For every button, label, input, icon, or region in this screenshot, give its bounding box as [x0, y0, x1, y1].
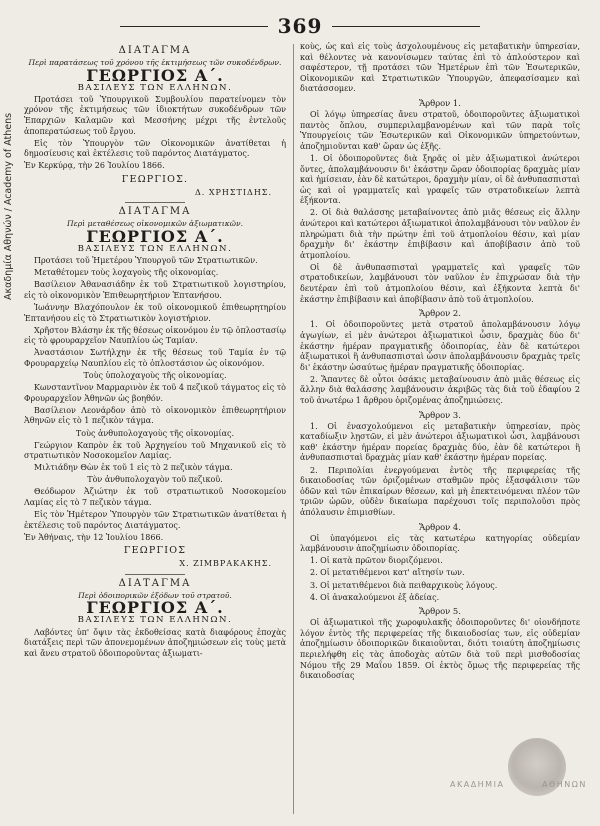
decree1-minister: Δ. ΧΡΗΣΤΙΔΗΣ.: [194, 187, 272, 197]
article-4-paragraph: Οἱ ὑπαγόμενοι εἰς τὰς κατωτέρω κατηγορίας οὐδεμίαν λαμβάνουσιν ἀποζημίωσιν ὁδοιπορίας.: [300, 533, 580, 554]
article-5-paragraph: Οἱ ἀξιωματικοὶ τῆς χωροφυλακῆς ὁδοιποροῦντες δι' οἱονδήποτε λόγον ἐντὸς τῆς περιφερείας τῆς δικαιοδοσίας των, εἰς οὐδεμίαν ἀποζημίωσιν ὁδοιπορικῶν δικαιοῦνται, διότι τοιαύτη ἀποζημίωσις περιελήφθη εἰς τὰς ἀποδοχὰς αὐτῶν διὰ τοῦ περὶ μισθοδοσίας Νόμου τῆς 29 Μαΐου 1859. Οἱ ἐκτὸς ὅμως τῆς περιφερείας τῆς δικαιοδοσίας: [300, 618, 580, 681]
article-4-title: Ἄρθρον 4.: [419, 521, 461, 532]
page-number: 369: [277, 14, 323, 38]
decree2-date: Ἐν Ἀθήναις, τὴν 12 Ἰουλίου 1866.: [24, 532, 164, 542]
decree1-date: Ἐν Κερκύρᾳ, τὴν 26 Ἰουλίου 1866.: [24, 161, 165, 171]
article-5-title: Ἄρθρον 5.: [419, 606, 461, 617]
article-3-paragraph: 1. Οἱ ἐνασχολούμενοι εἰς μεταβατικὴν ὑπηρεσίαν, πρὸς καταδίωξιν λῃστῶν, εἰ μὲν ἀνώτεροι ἀξιωματικοὶ ὦσι, λαμβάνουσι καθ' ἑκάστην ἡμέραν πορείας δραχμὰς δύο, ἐὰν δὲ κατώτεροι ἢ ἀνθυπασπισταὶ δραχμὰς μίαν καθ' ἑκάστην ἡμέραν πορείας.: [300, 421, 580, 463]
decree3-intro: Λαβόντες ὑπ' ὄψιν τὰς ἐκδοθείσας κατὰ διαφόρους ἐποχὰς διατάξεις περὶ τῶν ἀπονεμομένων ἀποζημιώσεων εἰς τοὺς μετὰ καὶ ἄνευ στρατοῦ ὁδοιποροῦντας ἀξιωματι-: [24, 627, 286, 658]
article-1-paragraph: Οἱ δὲ ἀνθυπασπισταὶ γραμματεῖς καὶ γραφεῖς τῶν στρατοδικείων, λαμβάνουσι τὸν ναῦλον ἐν ἐπιχρώσαν διὰ τὴν δευτέραν ἐπὶ τοῦ ἀτμοπλοίου θέσιν, καὶ ἑξήκοντα λεπτὰ δι' ἑκάστην ἐπιβίβασιν καὶ ἀποβίβασιν ἀπὸ τοῦ ἀτμοπλοίου.: [300, 262, 580, 304]
article-4-item: 3. Οἱ μετατιθέμενοι διὰ πειθαρχικοὺς λόγους.: [310, 580, 498, 590]
header-rule-right: [332, 26, 480, 27]
page-header: [110, 14, 490, 38]
article-1-paragraph: 2. Οἱ διὰ θαλάσσης μεταβαίνοντες ἀπὸ μιᾶς θέσεως εἰς ἄλλην ἀνώτεροι καὶ κατώτεροι ἀξιωματικοὶ ἀπολαμβάνουσι τὸν ναῦλον ἐν πληρώματι διὰ τὴν πρώτην ἐπὶ τοῦ ἀτμοπλοίου θέσιν, καὶ μίαν δραχμὴν δι' ἑκάστην ἐπιβίβασιν καὶ ἀποβίβασιν ἀπὸ τοῦ ἀτμοπλοίου.: [300, 208, 580, 260]
article-4-item: 1. Οἱ κατὰ πρῶτον διοριζόμενοι.: [310, 556, 443, 566]
decree1-signature: ΓΕΩΡΓΙΟΣ.: [121, 174, 189, 186]
decree2-line: Βασίλειον Ἀθανασιάδην ἐκ τοῦ Στρατιωτικοῦ λογιστηρίου, εἰς τὸ οἰκονομικὸν Ἐπιθεωρητήριον Ἑπτανήσου.: [24, 280, 286, 300]
decree3-title: ΔΙΑΤΑΓΜΑ: [118, 577, 192, 589]
article-2-paragraph: 2. Ἅπαντες δὲ οὗτοι ὁσάκις μεταβαίνουσιν ἀπὸ μιᾶς θέσεως εἰς ἄλλην διὰ θαλάσσης λαμβάνουσιν ἀκριβῶς τὰς διὰ τοῦ ἐδαφίου 2 τοῦ ἀνωτέρω 1 ἄρθρου ὁριζομένας ἀποζημιώσεις.: [300, 374, 580, 405]
continuation-text: κοὺς, ὡς καὶ εἰς τοὺς ἀσχολουμένους εἰς μεταβατικὴν ὑπηρεσίαν, καὶ θέλοντες νὰ κανονίσωμεν ταύτας ἐπὶ τὸ ἁπλούστερον καὶ σαφέστερον, τῇ προτάσει τῶν Ἡμετέρων ἐπὶ τῶν Ἐσωτερικῶν, Οἰκονομικῶν καὶ Στρατιωτικῶν Ὑπουργῶν, ἀπεφασίσαμεν καὶ διατάσσομεν.: [300, 42, 580, 94]
decree1-king: ΓΕΩΡΓΙΟΣ Α΄.: [86, 65, 224, 85]
header-rule-left: [120, 26, 268, 27]
article-1-paragraph: Οἱ λόγῳ ὑπηρεσίας ἄνευ στρατοῦ, ὁδοιποροῦντες ἀξιωματικοὶ παντὸς ὅπλου, συμπεριλαμβανομένων καὶ τῶν παρὰ τοῖς Ὑπουργείοις τῶν Ἐσωτερικῶν καὶ Οἰκονομικῶν ὑπηρετούντων, ἀποζημιοῦνται καθ' ὥραν ὡς ἑξῆς.: [300, 110, 580, 151]
decree1-king-title: ΒΑΣΙΛΕΥΣ ΤΩΝ ΕΛΛΗΝΩΝ.: [77, 82, 233, 93]
stamp-right-text: ΑΘΗΝΩΝ: [542, 780, 587, 789]
decree2-line: Τὸν ἀνθυπολοχαγὸν τοῦ πεζικοῦ.: [87, 475, 223, 485]
decree1-subtitle: Περὶ παρατάσεως τοῦ χρόνου τῆς ἐκτιμήσεως τῶν συκοδένδρων.: [28, 58, 282, 68]
decree2-line: Γεώργιον Καπρὸν ἐκ τοῦ Ἀρχηγείου τοῦ Μηχανικοῦ εἰς τὸ στρατιωτικὸν Νοσοκομεῖον Λαμίας.: [24, 440, 286, 461]
article-2-paragraph: 1. Οἱ ὁδοιποροῦντες μετὰ στρατοῦ ἀπολαμβάνουσιν λόγῳ ἀγωγίων, εἰ μὲν ἀνώτεροι ἀξιωματικοὶ ὦσιν, δραχμὰς δύο δι' ἑκάστην ἡμέραν πραγματικῆς ὁδοιπορίας, ἐὰν δὲ κατώτεροι ἀξιωματικοὶ ἢ ἀνθυπασπισταὶ ὦσιν ἀπολαμβάνουσιν δραχμὰς τρεῖς δι' ἑκάστην ὡσαύτως ἡμέραν πραγματικῆς ὁδοιπορίας.: [300, 320, 580, 372]
decree3-king: ΓΕΩΡΓΙΟΣ Α΄.: [86, 598, 224, 618]
decree3-king-title: ΒΑΣΙΛΕΥΣ ΤΩΝ ΕΛΛΗΝΩΝ.: [77, 615, 233, 626]
left-column: [24, 42, 286, 814]
article-2-title: Ἄρθρον 2.: [419, 308, 461, 319]
decree1-title: ΔΙΑΤΑΓΜΑ: [118, 45, 192, 56]
decree2-line: Βασίλειον Λεονάρδον ἀπὸ τὸ οἰκονομικὸν ἐπιθεωρητήριον Ἀθηνῶν εἰς τὸ 1 πεζικὸν τάγμα.: [24, 405, 286, 426]
decree1-body2: Εἰς τὸν Ὑπουργὸν τῶν Οἰκονομικῶν ἀνατίθεται ἡ δημοσίευσις καὶ ἐκτέλεσις τοῦ παρόντος Διατάγματος.: [24, 138, 286, 159]
decree2-signature: ΓΕΩΡΓΙΟΣ: [123, 545, 187, 557]
academy-stamp: [450, 734, 588, 810]
decree2-title: ΔΙΑΤΑΓΜΑ: [118, 206, 192, 218]
side-watermark: Ακαδημία Αθηνών / Academy of Athens: [3, 112, 14, 300]
decree2-subtitle: Περὶ μεταθέσεως οἰκονομικῶν ἀξιωματικῶν.: [67, 219, 243, 229]
decree2-intro: Προτάσει τοῦ Ἡμετέρου Ὑπουργοῦ τῶν Στρατιωτικῶν.: [34, 256, 258, 266]
decree2-line: Τοὺς ἀνθυπολοχαγοὺς τῆς οἰκονομίας.: [75, 428, 235, 438]
decree2-line: Ἰωάννην Βλαχόπουλον ἐκ τοῦ οἰκονομικοῦ ἐπιθεωρητηρίου Ἑπτανήσου εἰς τὸ Στρατιωτικὸν λογιστήριον.: [24, 302, 286, 323]
decree2-line: Κωνσταντῖνον Μαρμαρινὸν ἐκ τοῦ 4 πεζικοῦ τάγματος εἰς τὸ Φρουραρχεῖον Ἀθηνῶν ὡς βοηθόν.: [24, 383, 286, 403]
decree2-line: Χρῆστον Βλάσην ἐκ τῆς θέσεως οἰκονόμου ἐν τῷ ὁπλοστασίῳ εἰς τὸ φρουραρχεῖον Ναυπλίου ὡς Ταμίαν.: [24, 325, 286, 346]
right-column: [300, 42, 580, 782]
stamp-left-text: ΑΚΑΔΗΜΙΑ: [450, 780, 505, 789]
decree2-king-title: ΒΑΣΙΛΕΥΣ ΤΩΝ ΕΛΛΗΝΩΝ.: [77, 244, 233, 254]
article-3-title: Ἄρθρον 3.: [419, 409, 461, 420]
decree2-king: ΓΕΩΡΓΙΟΣ Α΄.: [86, 226, 224, 246]
decree2-line: Θεόδωρον Ἀζιώτην ἐκ τοῦ στρατιωτικοῦ Νοσοκομείου Λαμίας εἰς τὸ 7 πεζικὸν τάγμα.: [24, 487, 286, 508]
decree3-subtitle: Περὶ ὁδοιπορικῶν ἐξόδων τοῦ στρατοῦ.: [78, 590, 232, 600]
article-3-paragraph: 2. Περιπολίαι ἐνεργούμεναι ἐντὸς τῆς περιφερείας τῆς δικαιοδοσίας τῶν ὁριζομένων σταθμῶν πρὸς ἐξασφάλισιν τῶν ὁδῶν καὶ τῶν ἐπικαίρων θέσεων, καὶ μὴ ἐπεκτεινόμεναι πλέον τῶν τριῶν ὡρῶν, οὐδὲν δικαίωμα παρέχουσι τοῖς περιπολοῦσι πρὸς ἀπόλαυσιν ἐπιμισθίων.: [300, 465, 580, 517]
separator: [125, 202, 185, 203]
decree2-line: Ἀναστάσιον Σωτήλχην ἐκ τῆς θέσεως τοῦ Ταμία ἐν τῷ Φρουραρχείῳ Ναυπλίου εἰς τὸ ὁπλοστάσιον ὡς οἰκονόμον.: [24, 348, 286, 368]
decree2-line: Εἰς τὸν Ἡμέτερον Ὑπουργὸν τῶν Στρατιωτικῶν ἀνατίθεται ἡ ἐκτέλεσις τοῦ παρόντος Διατάγματος.: [24, 510, 286, 530]
article-4-item: 2. Οἱ μετατιθέμενοι κατ' αἴτησίν των.: [310, 568, 465, 578]
decree1-body: Προτάσει τοῦ Ὑπουργικοῦ Συμβουλίου παρατείνομεν τὸν χρόνον τῆς ἐκτιμήσεως τῶν ἰδιοκτήτων συκοδένδρων τῶν Ἐπαρχιῶν Καλαμῶν καὶ Μεσσήνης μέχρι τῆς ἐντελοῦς ἀποπερατώσεως τοῦ ἔργου.: [24, 94, 286, 136]
separator: [125, 574, 185, 575]
article-1-paragraph: 1. Οἱ ὁδοιποροῦντες διὰ ξηρᾶς οἱ μὲν ἀξιωματικοὶ ἀνώτεροι ὄντες, ἀπολαμβάνουσιν δι' ἑκάστην ὥραν ὁδοιπορίας δραχμὰς μίαν καὶ ἡμίσειαν, ἐὰν δὲ κατώτεροι, δραχμὴν μίαν, οἱ δὲ ἀνθυπασπισταὶ ὡς καὶ οἱ γραμματεῖς καὶ γραφεῖς τῶν στρατοδικείων λεπτὰ ἑξήκοντα.: [300, 153, 580, 206]
decree2-line: Μιλτιάδην Θὼν ἐκ τοῦ 1 εἰς τὸ 2 πεζικὸν τάγμα.: [34, 463, 233, 473]
article-4-item: 4. Οἱ ἀνακαλούμενοι ἐξ ἀδείας.: [310, 592, 440, 602]
column-divider: [293, 44, 294, 814]
decree2-line: Τοὺς ὑπολοχαγοὺς τῆς οἰκονομίας.: [83, 371, 227, 381]
decree2-line: Μεταθέτομεν τοὺς λοχαγοὺς τῆς οἰκονομίας.: [34, 268, 219, 278]
decree2-minister: Χ. ΖΙΜΒΡΑΚΑΚΗΣ.: [179, 559, 272, 569]
article-1-title: Ἄρθρον 1.: [419, 97, 461, 108]
